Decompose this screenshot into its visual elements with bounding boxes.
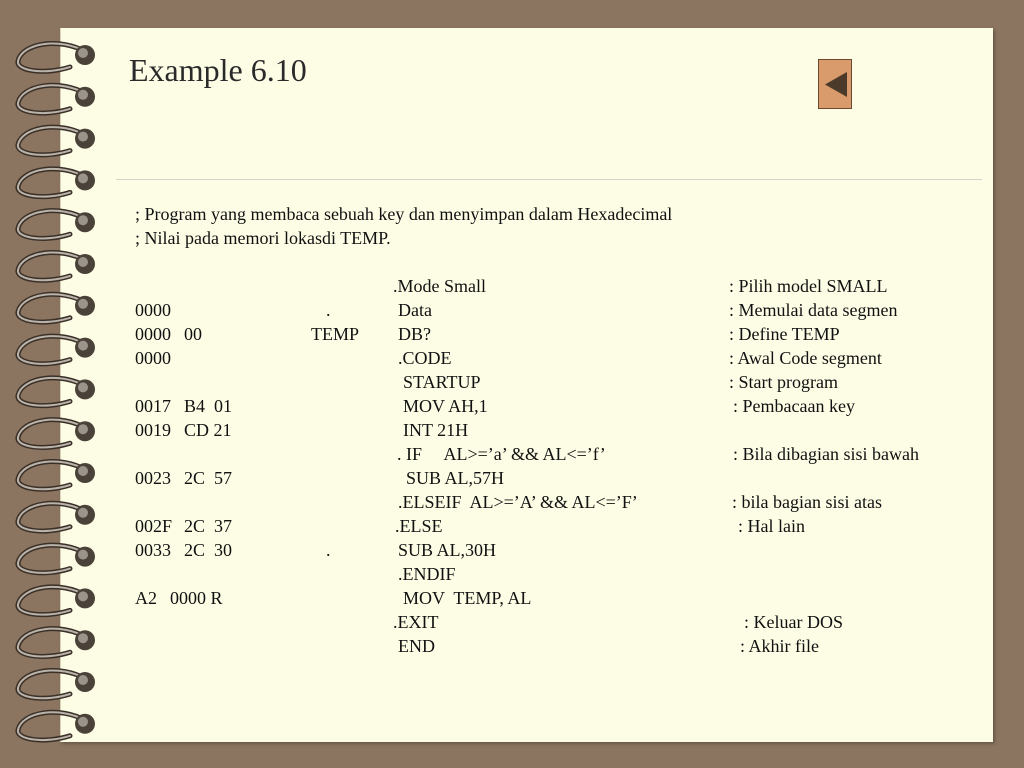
code-bytes: 2C 57 [184,468,233,488]
code-comment: : Akhir file [740,636,819,656]
code-address: 0000 [135,324,171,344]
title-divider [116,179,982,180]
code-comment: : bila bagian sisi atas [732,492,882,512]
code-comment: : Start program [729,372,838,392]
code-instruction: STARTUP [403,372,481,392]
code-instruction: DB? [398,324,431,344]
code-comment: : Hal lain [738,516,805,536]
page-edge [60,28,61,742]
code-instruction: .Mode Small [393,276,486,296]
code-instruction: MOV AH,1 [403,396,488,416]
code-bytes: 0000 R [170,588,223,608]
code-instruction: .ELSE [395,516,443,536]
code-instruction: SUB AL,57H [406,468,505,488]
notebook-page [60,28,993,742]
code-comment: : Keluar DOS [744,612,843,632]
code-instruction: INT 21H [403,420,469,440]
code-address: 0023 [135,468,171,488]
code-instruction: .CODE [398,348,452,368]
comment-line: ; Nilai pada memori lokasdi TEMP. [135,228,391,248]
code-address: 002F [135,516,173,536]
code-label: TEMP [311,324,360,344]
slide-title: Example 6.10 [129,52,307,88]
code-dot: . [326,300,331,320]
code-bytes: B4 01 [184,396,233,416]
code-instruction: .EXIT [393,612,439,632]
comment-line: ; Program yang membaca sebuah key dan menyimpan dalam Hexadecimal [135,204,673,224]
code-instruction: .ENDIF [398,564,456,584]
code-address: A2 [135,588,157,608]
code-address: 0017 [135,396,171,416]
code-bytes: 00 [184,324,202,344]
code-address: 0019 [135,420,171,440]
code-instruction: .ELSEIF AL>=’A’ && AL<=’F’ [398,492,638,512]
back-button[interactable] [818,59,852,109]
code-address: 0033 [135,540,171,560]
code-comment: : Bila dibagian sisi bawah [733,444,919,464]
code-comment: : Awal Code segment [729,348,882,368]
code-bytes: CD 21 [184,420,232,440]
code-instruction: Data [398,300,432,320]
code-dot: . [326,540,331,560]
code-address: 0000 [135,300,171,320]
code-instruction: END [398,636,435,656]
code-bytes: 2C 30 [184,540,233,560]
code-bytes: 2C 37 [184,516,233,536]
code-instruction: . IF AL>=’a’ && AL<=’f’ [397,444,606,464]
code-address: 0000 [135,348,171,368]
code-comment: : Pilih model SMALL [729,276,888,296]
code-comment: : Pembacaan key [733,396,855,416]
code-comment: : Define TEMP [729,324,840,344]
code-instruction: MOV TEMP, AL [403,588,532,608]
code-instruction: SUB AL,30H [398,540,497,560]
triangle-left-icon [819,60,853,110]
code-comment: : Memulai data segmen [729,300,898,320]
